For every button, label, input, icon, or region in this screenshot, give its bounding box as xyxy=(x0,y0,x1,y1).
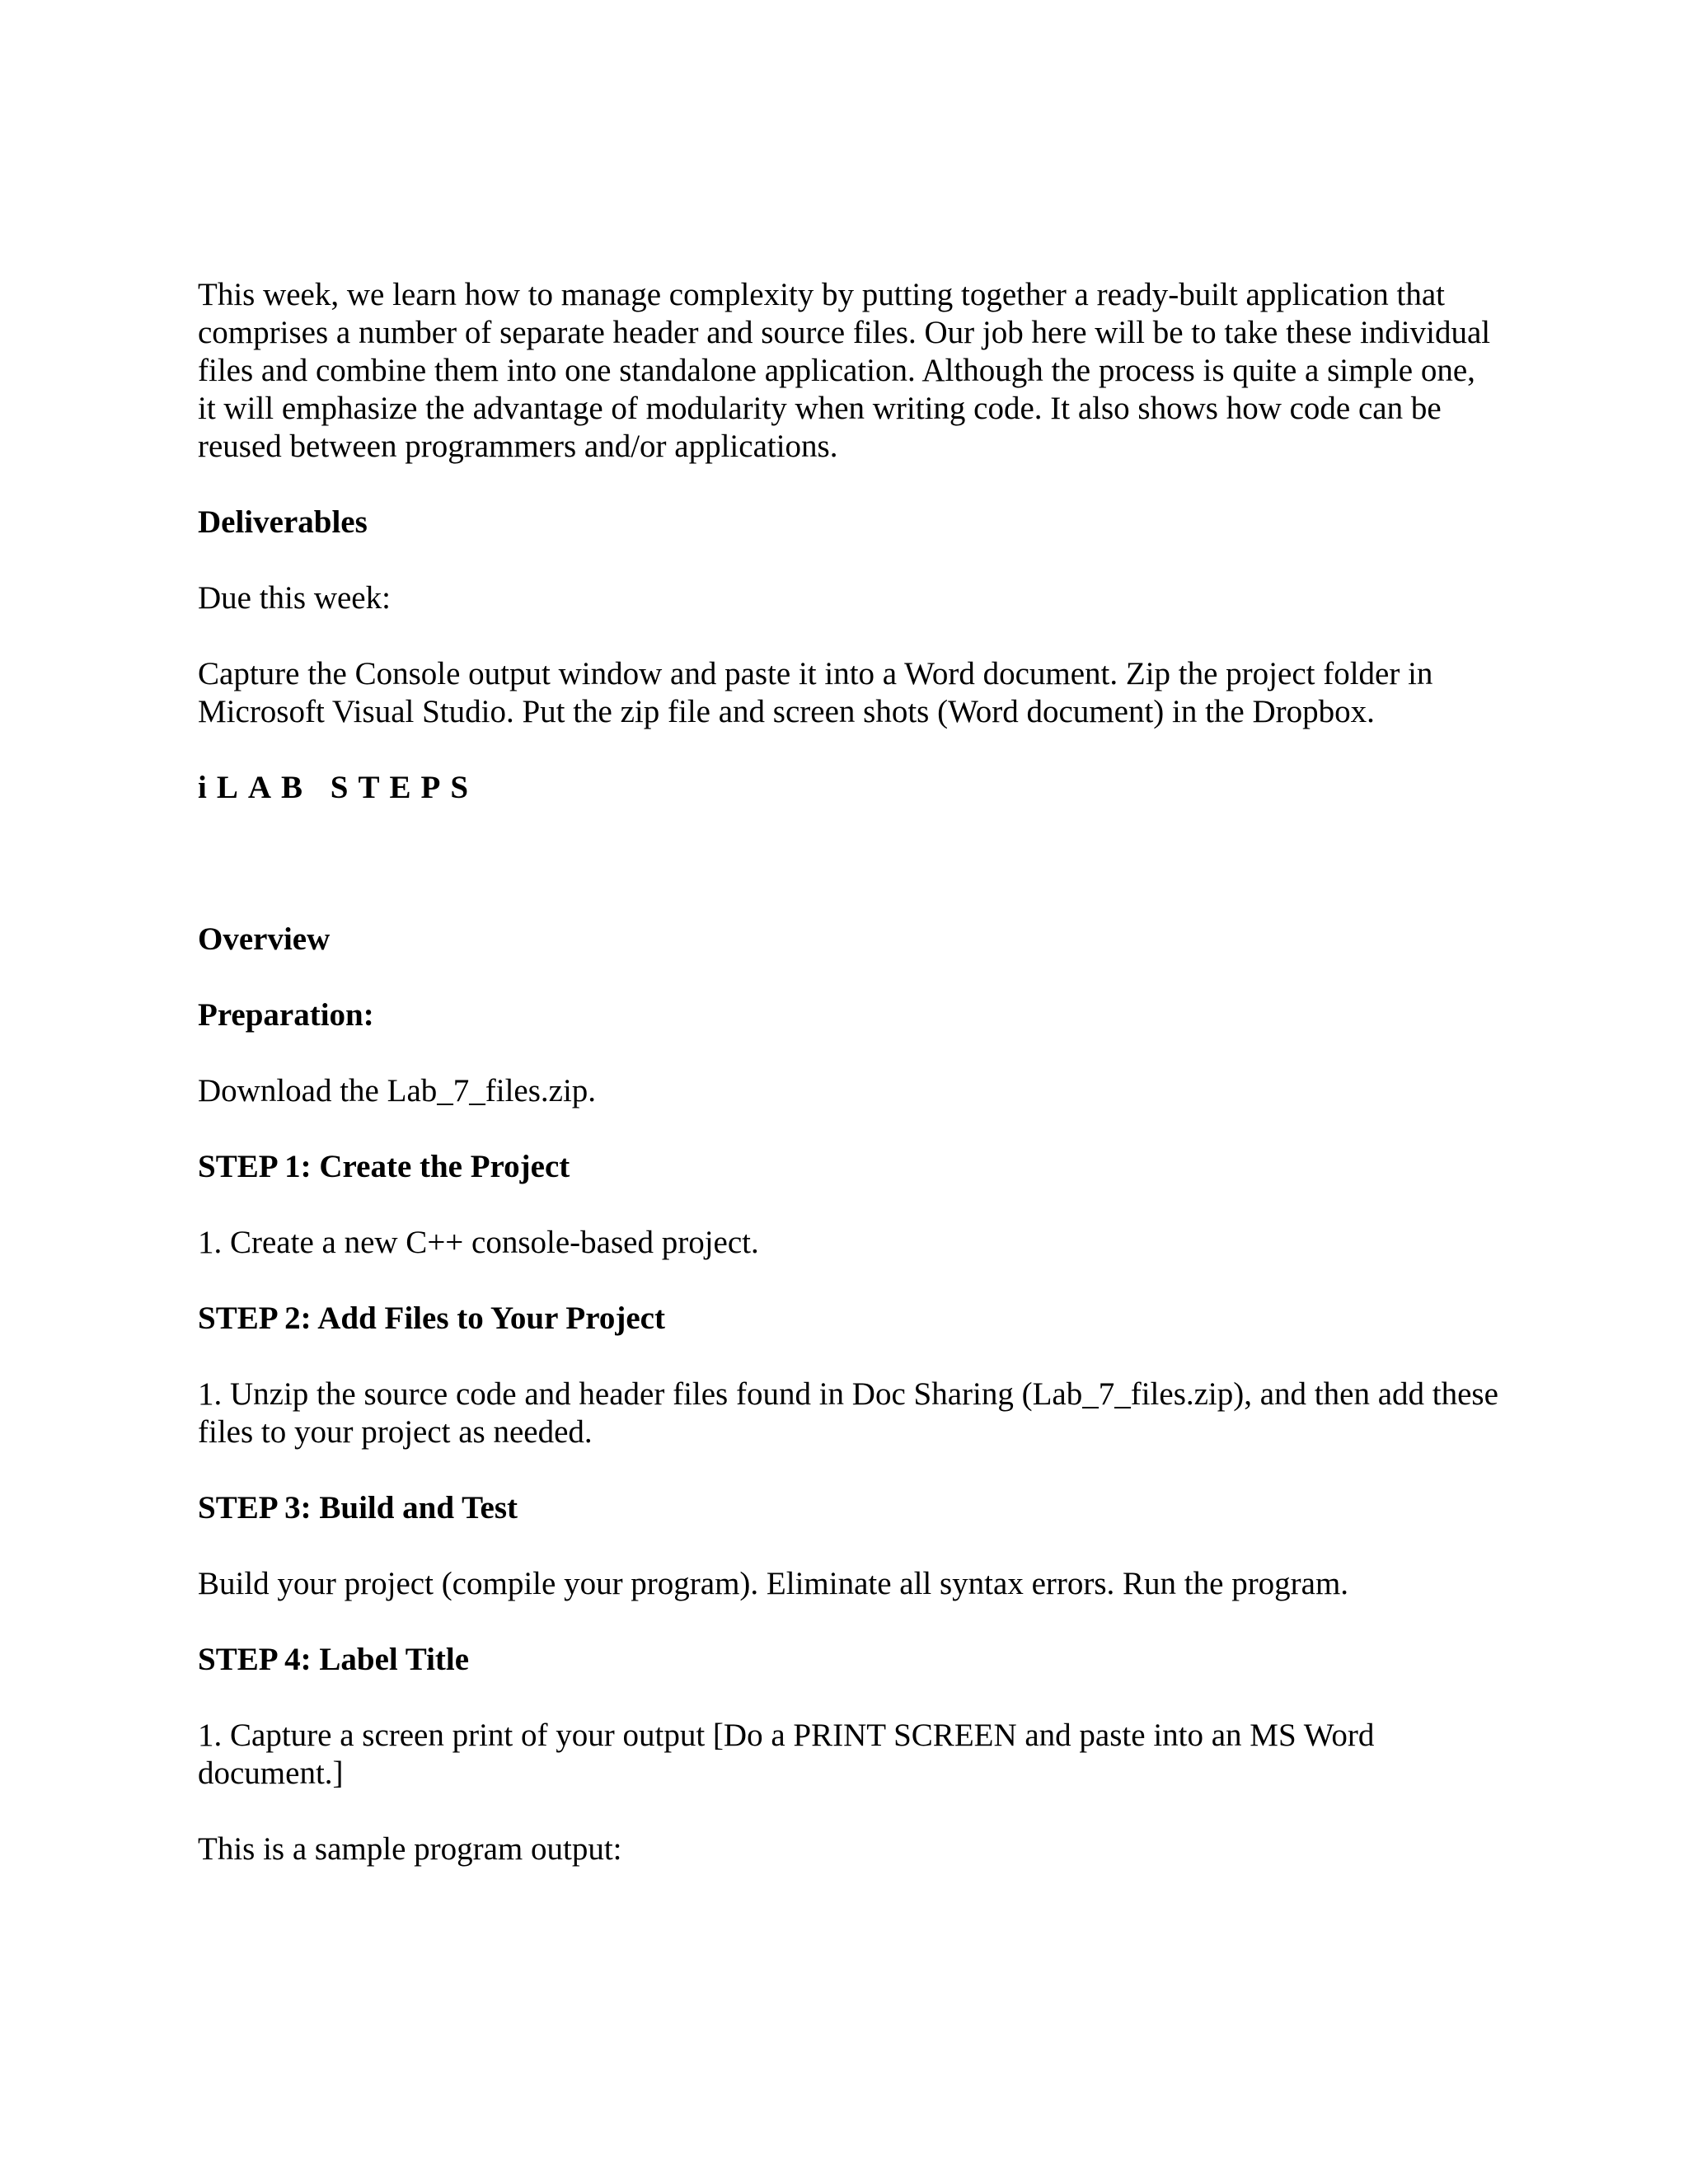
preparation-heading: Preparation: xyxy=(198,997,374,1033)
step4-heading: STEP 4: Label Title xyxy=(198,1642,470,1677)
document-body xyxy=(198,276,1500,1906)
due-paragraph: Capture the Console output window and paste it into a Word document. Zip the project folder in Microsoft Visual Studio. Put the zip file and screen shots (Word document) in the Dropbox. xyxy=(198,656,1433,729)
step1-heading: STEP 1: Create the Project xyxy=(198,1149,570,1184)
preparation-paragraph: Download the Lab_7_files.zip. xyxy=(198,1073,597,1108)
ilab-steps-heading: iLAB STEPS xyxy=(198,770,479,805)
step4-paragraph: 1. Capture a screen print of your output [Do a PRINT SCREEN and paste into an MS Word document.] xyxy=(198,1718,1375,1791)
due-label: Due this week: xyxy=(198,580,391,616)
deliverables-heading: Deliverables xyxy=(198,504,368,540)
step3-paragraph: Build your project (compile your program). Eliminate all syntax errors. Run the program. xyxy=(198,1566,1349,1601)
step2-paragraph: 1. Unzip the source code and header files found in Doc Sharing (Lab_7_files.zip), and then add these files to your project as needed. xyxy=(198,1376,1498,1450)
intro-paragraph: This week, we learn how to manage complexity by putting together a ready-built application that comprises a number of separate header and source files. Our job here will be to take these individual files and combine them into one standalone application. Although the process is quite a simple one, it will emphasize the advantage of modularity when writing code. It also shows how code can be reused between programmers and/or applications. xyxy=(198,277,1491,464)
step2-heading: STEP 2: Add Files to Your Project xyxy=(198,1301,665,1336)
sample-output-label: This is a sample program output: xyxy=(198,1831,622,1867)
step3-heading: STEP 3: Build and Test xyxy=(198,1490,518,1526)
step1-paragraph: 1. Create a new C++ console-based project. xyxy=(198,1225,759,1260)
overview-heading: Overview xyxy=(198,921,331,957)
